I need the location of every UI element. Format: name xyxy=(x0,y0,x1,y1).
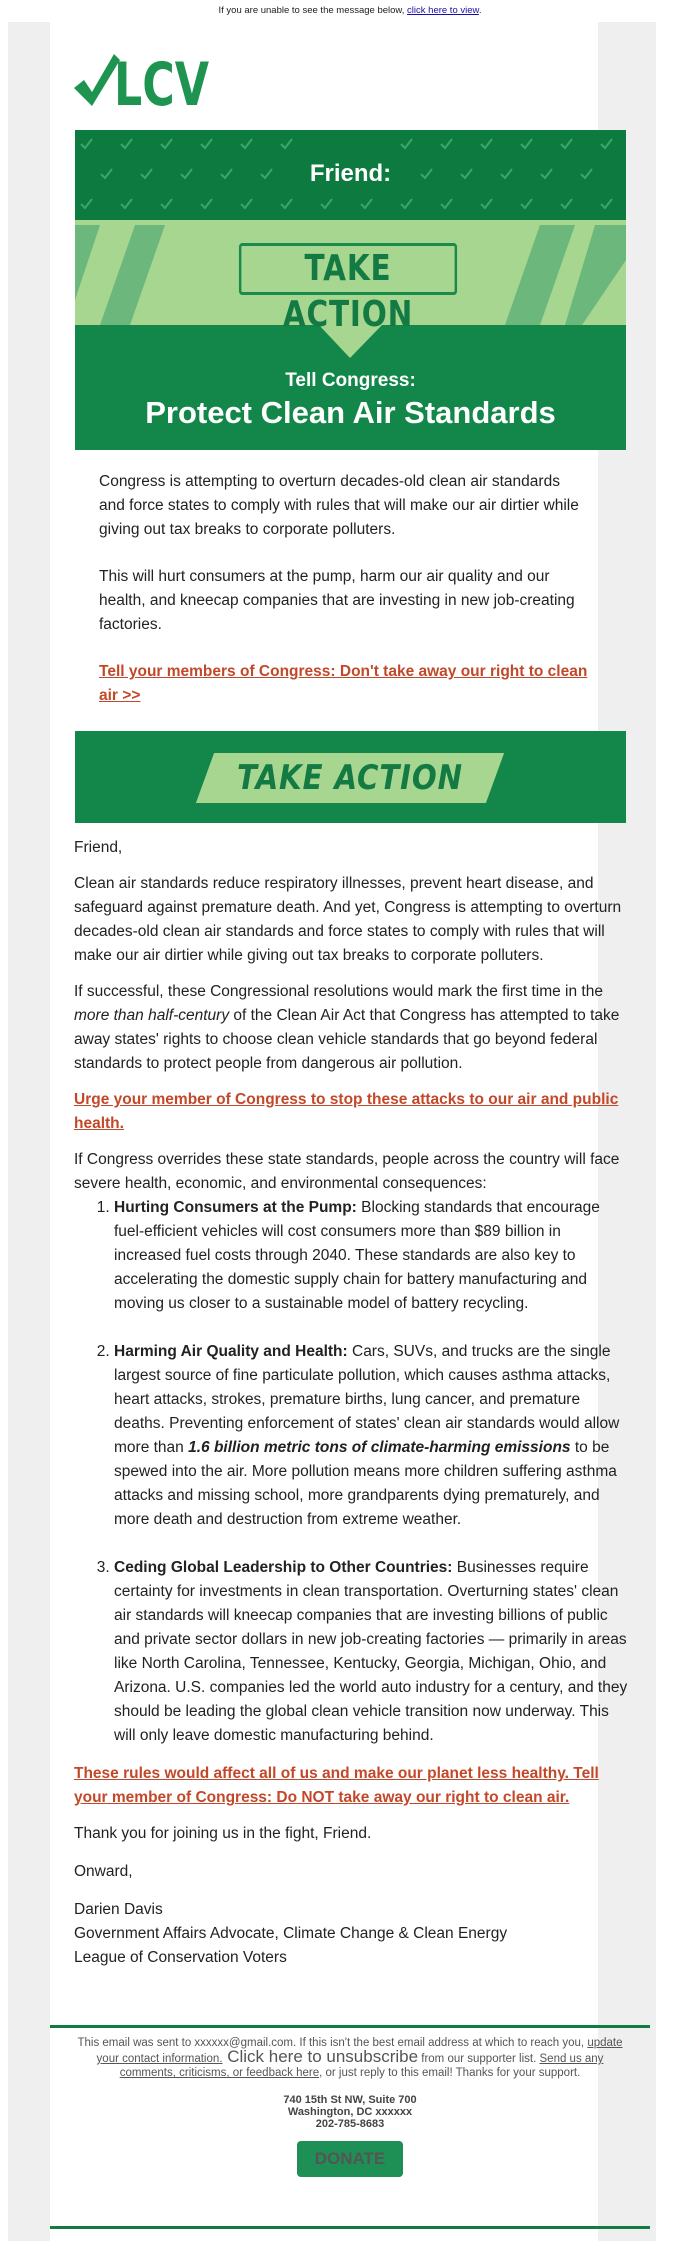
unsubscribe-link[interactable]: Click here to unsubscribe xyxy=(222,2047,419,2066)
list-item-title: Ceding Global Leadership to Other Countries: xyxy=(114,1559,453,1576)
footer xyxy=(50,2025,650,2177)
feedback-link[interactable]: Send us any comments, criticisms, or feedback here xyxy=(119,2053,604,2079)
signature-name: Darien Davis xyxy=(74,1901,163,1918)
p2-text-a: If successful, these Congressional resolutions would mark the first time in the xyxy=(74,983,603,1000)
urge-congress-link[interactable]: Urge your member of Congress to stop these attacks to our air and public health. xyxy=(74,1091,619,1132)
tell-member-link[interactable]: These rules would affect all of us and make our planet less healthy. Tell your member of Congress: Do NOT take away our right to clean air. xyxy=(74,1765,599,1806)
salutation: Friend, xyxy=(74,839,123,856)
footer-bottom-rule xyxy=(50,2226,650,2229)
hero-banner[interactable] xyxy=(75,130,626,450)
sent-to-text: This email was sent to xxxxxx@gmail.com. If this isn't the best email address at which to reach you, xyxy=(77,2037,588,2049)
list-item-text-b: to be spewed into the air. More pollution means more children suffering asthma attacks and missing school, more grandparents dying prematurely, and more death and destruction from extreme weather. xyxy=(114,1439,617,1528)
list-item-text: Blocking standards that encourage fuel-efficient vehicles will cost consumers more than $89 billion in increased fuel costs through 2040. These standards are also key to accelerating the domestic supply chain for battery manufacturing and moving us closer to a sustainable model of battery recycling. xyxy=(114,1199,600,1312)
phone: 202-785-8683 xyxy=(315,2118,385,2130)
preheader-text: If you are unable to see the message below, xyxy=(218,5,408,16)
preheader-end: . xyxy=(478,5,482,16)
hero-greeting: Friend: xyxy=(309,160,392,187)
take-action-banner[interactable] xyxy=(75,731,626,823)
signature-org: League of Conservation Voters xyxy=(74,1949,287,1966)
list-item xyxy=(114,1196,630,1316)
list-item-title: Hurting Consumers at the Pump: xyxy=(114,1199,357,1216)
closing: Onward, xyxy=(74,1863,133,1880)
preheader xyxy=(0,0,700,22)
address xyxy=(50,2094,650,2130)
intro-paragraph-2: This will hurt consumers at the pump, harm our air quality and our health, and kneecap companies that are investing in new job-creating factories. xyxy=(99,568,575,633)
address-line-1: 740 15th St NW, Suite 700 xyxy=(283,2094,417,2106)
footer-notice xyxy=(50,2028,650,2080)
donate-button[interactable]: DONATE xyxy=(297,2141,403,2177)
supporter-text: from our supporter list. xyxy=(418,2053,540,2065)
p2-emphasis: more than half-century xyxy=(74,1007,230,1024)
intro-action-link[interactable]: Tell your members of Congress: Don't take away our right to clean air >> xyxy=(99,663,588,704)
list-item xyxy=(114,1556,630,1748)
view-online-link[interactable]: click here to view xyxy=(407,5,479,16)
take-action-label[interactable]: TAKE ACTION xyxy=(237,758,463,798)
body-paragraph-1: Clean air standards reduce respiratory illnesses, prevent heart disease, and safeguard against premature death. And yet, Congress is attempting to overturn decades-old clean air standards and force states to comply with rules that will make our air dirtier while giving out tax breaks to corporate polluters. xyxy=(74,875,622,964)
intro-paragraph-1: Congress is attempting to overturn decades-old clean air standards and force states to comply with rules that will make our air dirtier while giving out tax breaks to corporate polluters. xyxy=(99,473,579,538)
list-item-text: Cars, SUVs, and trucks are the single largest source of fine particulate pollution, which causes asthma attacks, heart attacks, strokes, premature births, lung cancer, and premature deaths. Preventing enforcement of states' clean air standards would allow more than xyxy=(114,1343,620,1456)
reply-text: , or just reply to this email! Thanks for your support. xyxy=(319,2067,581,2079)
body-paragraph-3: If Congress overrides these state standards, people across the country will face severe health, economic, and environmental consequences: xyxy=(74,1151,620,1192)
intro-section xyxy=(99,470,589,731)
logo-text: LCV xyxy=(114,50,210,120)
signature-title: Government Affairs Advocate, Climate Change & Clean Energy xyxy=(74,1925,508,1942)
list-item-text: Businesses require certainty for investments in clean transportation. Overturning states' clean air standards will kneecap companies that are investing billions of public and private sector dollars in new job-creating factories — primarily in areas like North Carolina, Tennessee, Kentucky, Georgia, Michigan, Ohio, and Arizona. U.S. companies led the world auto industry for a century, and they should be leading the global clean vehicle transition now underway. This will only leave domestic manufacturing behind. xyxy=(114,1559,628,1744)
list-item xyxy=(114,1340,630,1532)
hero-headline: Protect Clean Air Standards xyxy=(145,395,556,430)
list-item-title: Harming Air Quality and Health: xyxy=(114,1343,348,1360)
p2-text-b: of the Clean Air Act that Congress has attempted to take away states' rights to choose clean vehicle standards that go beyond federal standards to protect people from dangerous air pollution. xyxy=(74,1007,620,1072)
update-contact-link[interactable]: update your contact information. xyxy=(96,2037,623,2065)
list-item-emphasis: 1.6 billion metric tons of climate-harming emissions xyxy=(188,1439,571,1456)
address-line-2: Washington, DC xxxxxx xyxy=(287,2106,413,2118)
letter-body xyxy=(74,836,630,1970)
consequences-list xyxy=(74,1196,630,1748)
take-action-box[interactable]: TAKE ACTION xyxy=(239,243,457,295)
hero-tell-congress: Tell Congress: xyxy=(285,370,416,391)
body-paragraph-2 xyxy=(74,980,630,1076)
thanks: Thank you for joining us in the fight, Friend. xyxy=(74,1825,372,1842)
lcv-logo[interactable] xyxy=(72,50,212,120)
